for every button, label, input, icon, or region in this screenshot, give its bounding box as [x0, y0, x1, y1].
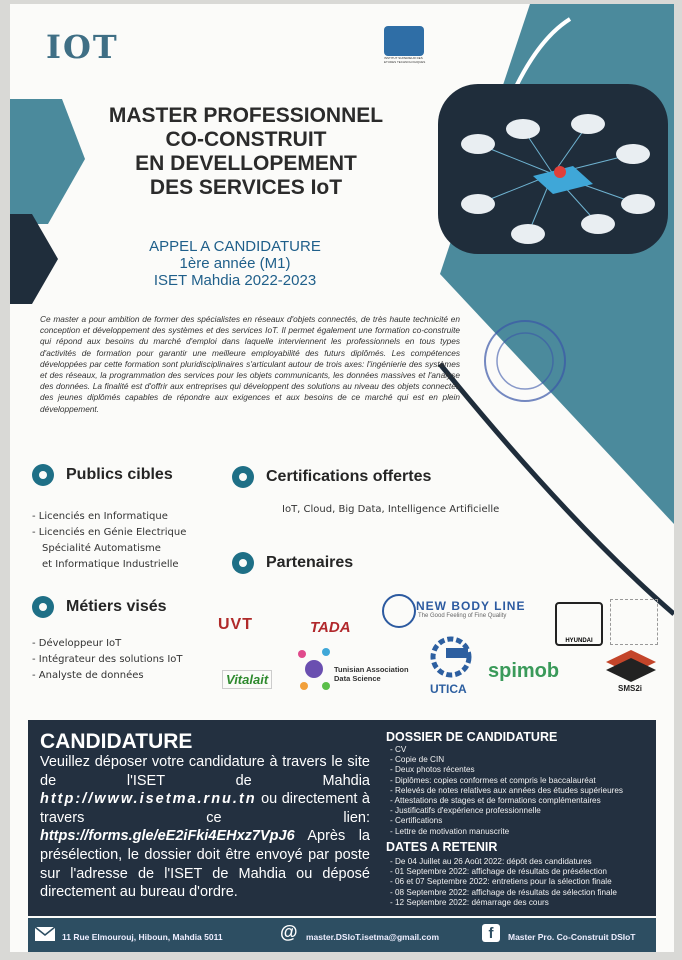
hyundai-logo: HYUNDAI: [555, 602, 603, 646]
certifications-header: Certifications offertes: [232, 466, 431, 488]
partenaires-header: Partenaires: [232, 552, 353, 574]
tunisian-data-science-logo: Tunisian Association Data Science: [334, 665, 409, 683]
candidature-text: Veuillez déposer votre candidature à travers le site de l'ISET de Mahdia http://www.isetma.rnu.tn ou directement à travers ce lien: https://forms.gle/eE2iFki4EHxz7VpJ6 Après la présélection, le dossier doit être envoyé par poste sur l'adresse de l'ISET de Mahdia ou déposé directement au bureau d'ordre.: [40, 754, 370, 901]
master-description: Ce master a pour ambition de former des spécialistes en réseaux d'objets connectés, de très haute technicité en conception et développement des systèmes et des services IoT. Il permet également une formation co-construite qui répond aux besoins du marché d'emploi dans laquelle interviennent les professionnels en tous types d'activités de formation pour garantir une meilleure employabilité des futurs diplômés. Les compétences développées par cette formation sont pluridisciplinaires s'articulant autour de trois axes: l'ingénierie des systèmes et des réseaux, la programmation des services pour les objets communicants, les données massives et l'analyse des données. La finalité est d'offrir aux entreprises qui développent des solutions au niveau des objets connectés des jeunes diplômés capables de répondre aux exigences et aux besoins de ce marché qui est en plein développement.: [40, 314, 460, 414]
iset-website-link[interactable]: http://www.isetma.rnu.tn: [40, 791, 257, 808]
iot-logo: IOT: [46, 28, 119, 66]
newbody-tagline: The Good Feeling of Fine Quality: [418, 613, 507, 619]
gear-icon: [32, 464, 54, 486]
utica-emblem-icon: [428, 634, 474, 680]
vitalait-logo: Vitalait: [222, 670, 272, 689]
sms2i-emblem-icon: [606, 650, 656, 682]
publics-cibles-list: - Licenciés en Informatique - Licenciés en Génie Electrique Spécialité Automatisme et Informatique Industrielle: [32, 511, 187, 570]
iset-logo: INSTITUT SUPERIEUR DES ETUDES TECHNOLOGIQUES: [384, 26, 426, 66]
google-forms-link[interactable]: https://forms.gle/eE2iFki4EHxz7VpJ6: [40, 828, 295, 845]
gear-icon: [32, 596, 54, 618]
sms2i-logo: SMS2i: [618, 684, 643, 693]
gear-icon: [232, 466, 254, 488]
at-sign-icon: @: [280, 922, 298, 942]
dossier-list: - CV - Copie de CIN - Deux photos récentes - Diplômes: copies conformes et compris le baccalauréat - Relevés de notes relatives aux années des études supérieures - Attestations de stages et de formations complémentaires - Justificatifs d'expérience professionnelle - Certifications - Lettre de motivation manuscrite: [390, 745, 624, 836]
master-title: MASTER PROFESSIONNEL CO-CONSTRUIT EN DEVELLOPEMENT DES SERVICES IoT: [108, 104, 384, 199]
appel-candidature: APPEL A CANDIDATURE 1ère année (M1) ISET Mahdia 2022-2023: [149, 238, 321, 289]
footer-email[interactable]: master.DSIoT.isetma@gmail.com: [306, 932, 440, 942]
candidature-heading: CANDIDATURE: [40, 730, 193, 753]
metiers-vises-list: - Développeur IoT - Intégrateur des solutions IoT - Analyste de données: [32, 638, 183, 681]
gear-icon: [232, 552, 254, 574]
tada-logo: TADA: [310, 619, 351, 636]
dates-list: - De 04 Juillet au 26 Août 2022: dépôt des candidatures - 01 Septembre 2022: affichage de résultats de présélection - 06 et 07 Septembre 2022: entretiens pour la sélection finale - 08 Septembre 2022: affichage de résultats de sélection finale - 12 Septembre 2022: démarrage des cours: [390, 857, 617, 907]
publics-cibles-header: Publics cibles: [32, 464, 173, 486]
dates-heading: DATES A RETENIR: [386, 840, 498, 854]
utica-logo: UTICA: [430, 682, 467, 696]
footer-facebook[interactable]: Master Pro. Co-Construit DSIoT: [508, 932, 636, 942]
facebook-icon: f: [482, 924, 500, 942]
footer-address: 11 Rue Elmourouj, Hiboun, Mahdia 5011: [62, 932, 223, 942]
iot-network-illustration: [438, 84, 668, 254]
official-stamp-icon: [480, 316, 570, 406]
certifications-text: IoT, Cloud, Big Data, Intelligence Artificielle: [282, 504, 500, 515]
poster: [10, 4, 674, 952]
spimob-logo: spimob: [488, 660, 560, 682]
mail-icon: [34, 926, 56, 942]
dossier-heading: DOSSIER DE CANDIDATURE: [386, 730, 558, 744]
newbody-logo: NEW BODY LINE: [416, 599, 526, 613]
newbody-emblem-icon: [382, 594, 416, 628]
dark-shape-left: [10, 214, 58, 304]
metiers-vises-header: Métiers visés: [32, 596, 167, 618]
teal-band-right: [440, 4, 674, 524]
tunisian-data-science-icon: [296, 644, 332, 694]
partner-crest-icon: [610, 599, 658, 645]
uvt-logo: UVT: [218, 616, 253, 633]
